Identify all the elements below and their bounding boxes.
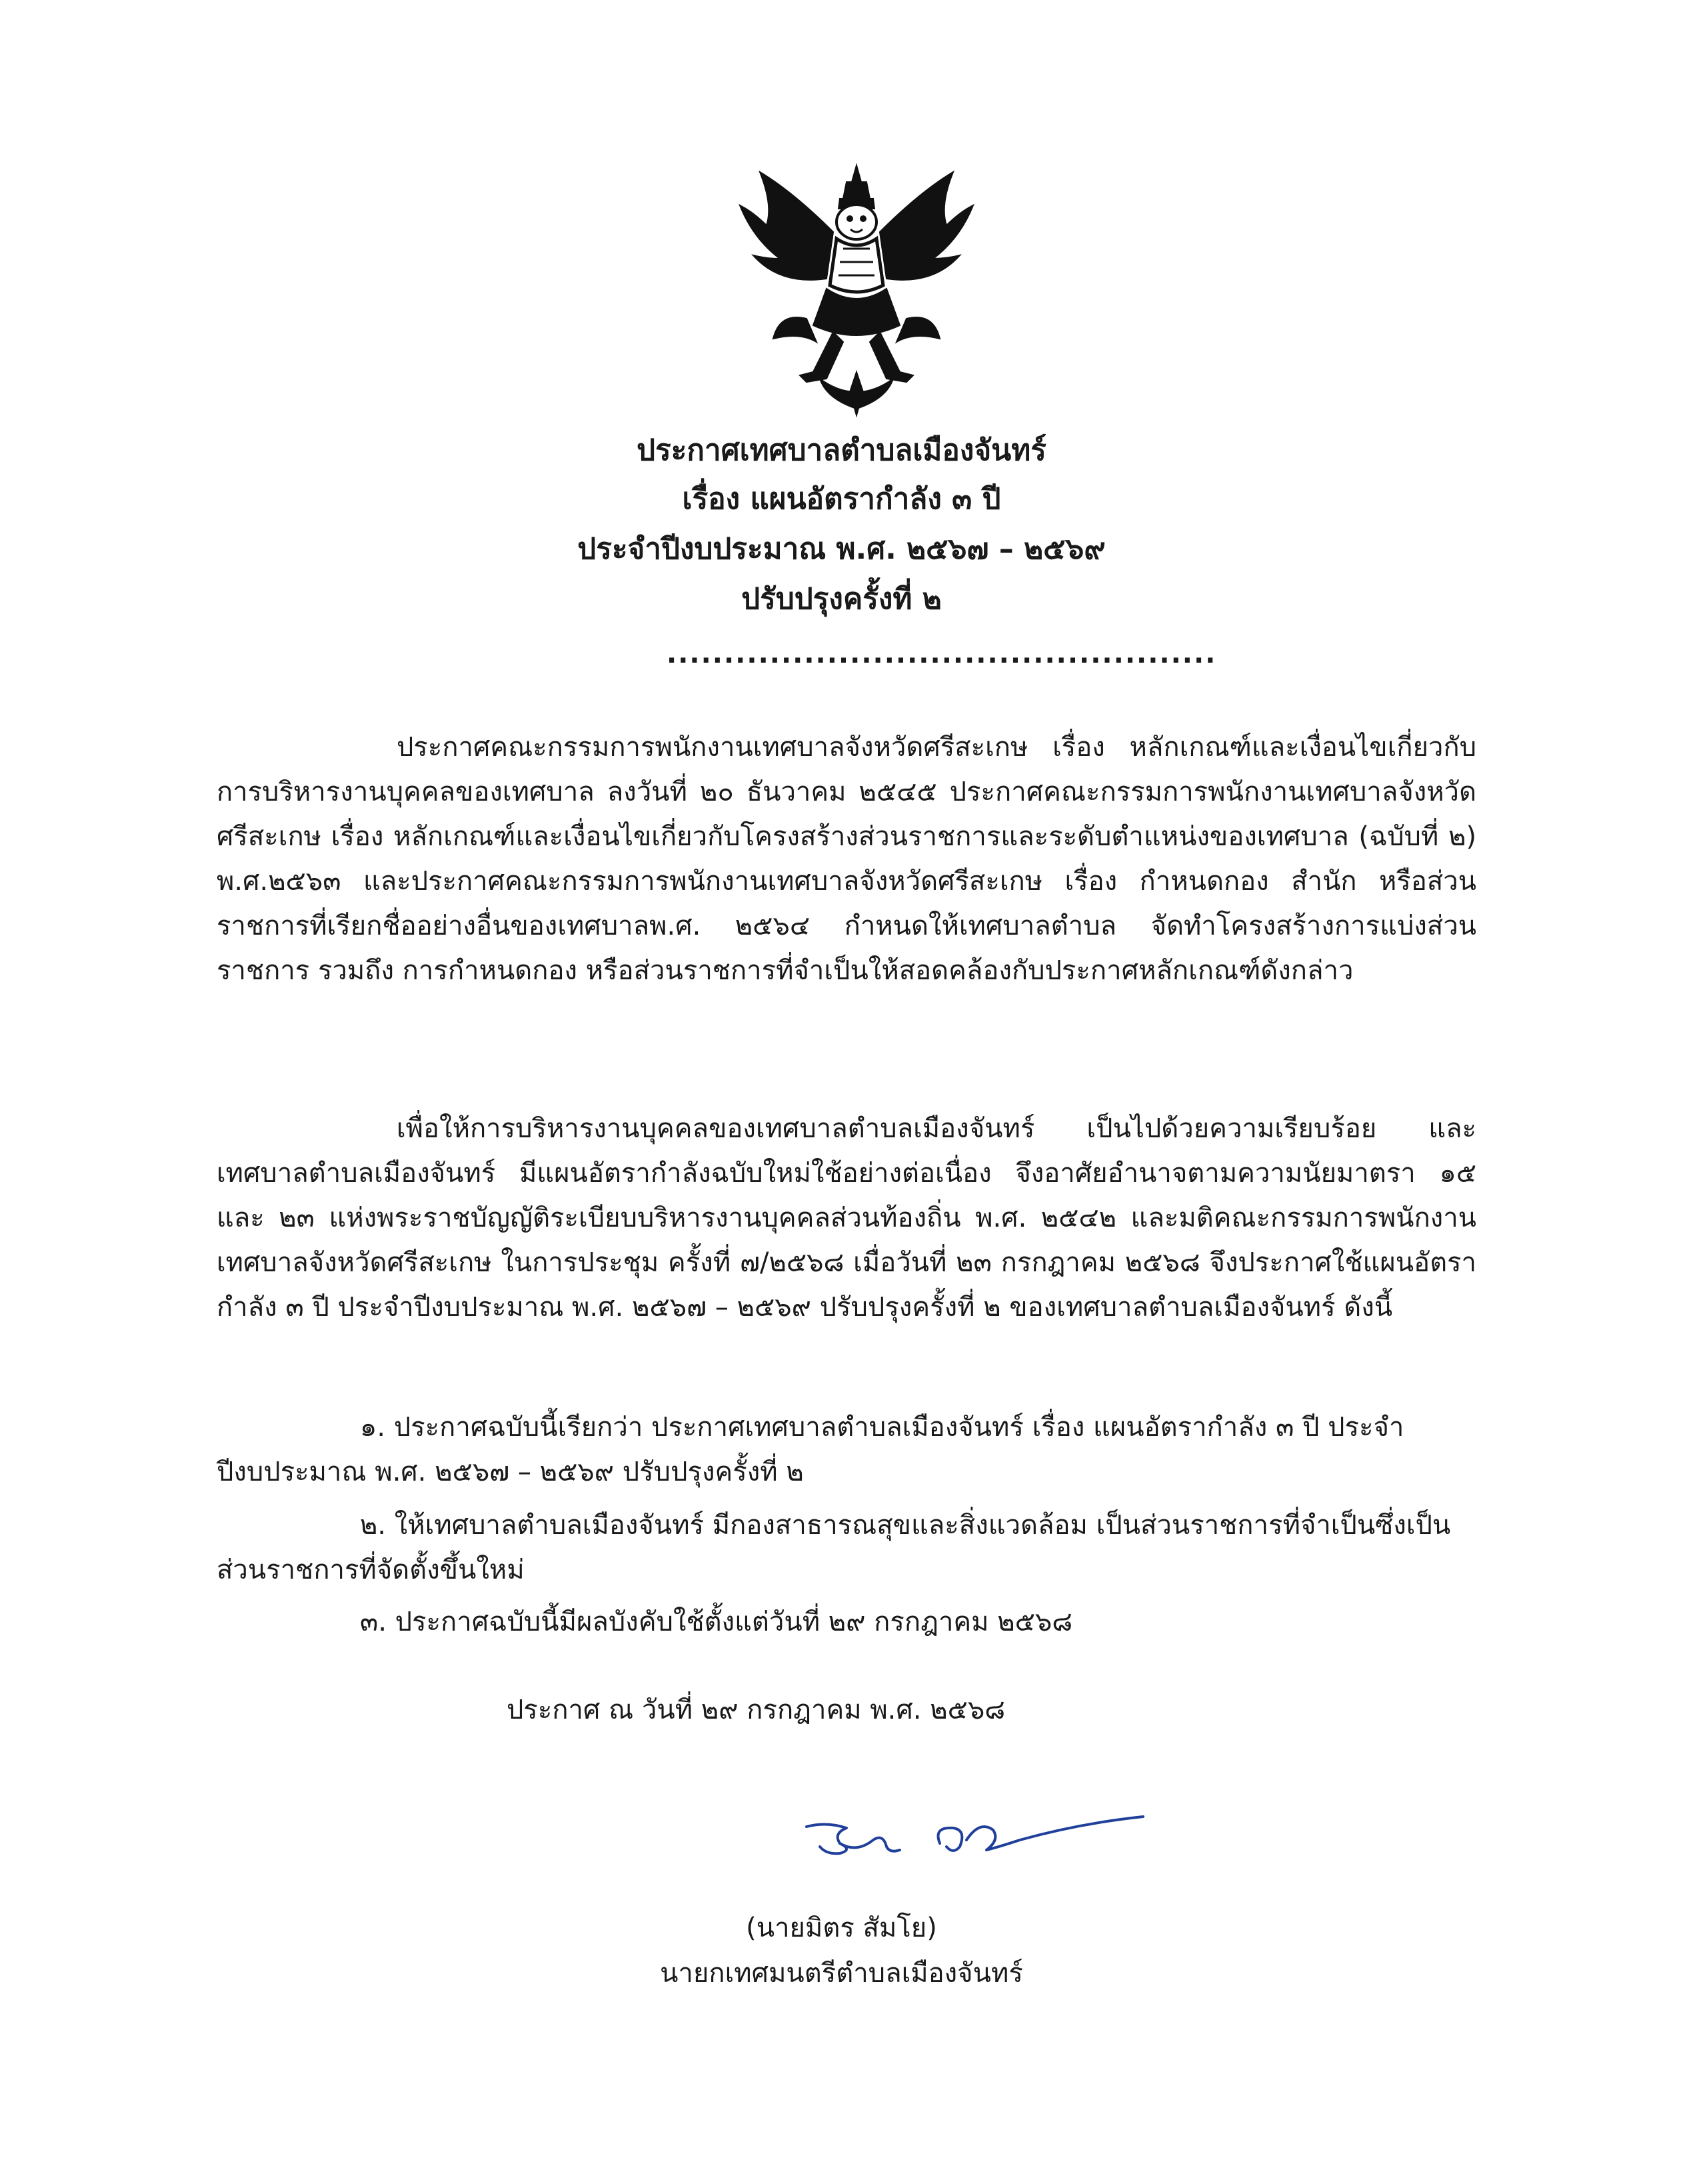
clause-1: [217, 1405, 1476, 1495]
paragraph-2-text: เพื่อให้การบริหารงานบุคคลของเทศบาลตำบลเมืองจันทร์ เป็นไปด้วยความเรียบร้อย และเทศบาลตำบลเมืองจันทร์ มีแผนอัตรากำลังฉบับใหม่ใช้อย่างต่อเนื่อง จึงอาศัยอำนาจตามความนัยมาตรา ๑๕ และ ๒๓ แห่งพระราชบัญญัติระเบียบบริหารงานบุคคลส่วนท้องถิ่น พ.ศ. ๒๕๔๒ และมติคณะกรรมการพนักงานเทศบาลจังหวัดศรีสะเกษ ในการประชุม ครั้งที่ ๗/๒๕๖๘ เมื่อวันที่ ๒๓ กรกฎาคม ๒๕๖๘ จึงประกาศใช้แผนอัตรากำลัง ๓ ปี ประจำปีงบประมาณ พ.ศ. ๒๕๖๗ – ๒๕๖๙ ปรับปรุงครั้งที่ ๒ ของเทศบาลตำบลเมืองจันทร์ ดังนี้: [217, 1113, 1476, 1323]
title-line-3: ประจำปีงบประมาณ พ.ศ. ๒๕๖๗ – ๒๕๖๙: [577, 532, 1106, 566]
title-line-1: ประกาศเทศบาลตำบลเมืองจันทร์: [637, 433, 1046, 467]
clause-2: [217, 1503, 1476, 1593]
paragraph-1: [217, 725, 1476, 993]
title-line-4: ปรับปรุงครั้งที่ ๒: [741, 582, 942, 616]
signer-name: (นายมิตร สัมโย): [746, 1913, 937, 1943]
clause-2-text: ๒. ให้เทศบาลตำบลเมืองจันทร์ มีกองสาธารณสุขและสิ่งแวดล้อม เป็นส่วนราชการที่จำเป็นซึ่งเป็นส่วนราชการที่จัดตั้งขึ้นใหม่: [217, 1510, 1451, 1585]
paragraph-1-text: ประกาศคณะกรรมการพนักงานเทศบาลจังหวัดศรีสะเกษ เรื่อง หลักเกณฑ์และเงื่อนไขเกี่ยวกับการบริหารงานบุคคลของเทศบาล ลงวันที่ ๒๐ ธันวาคม ๒๕๔๕ ประกาศคณะกรรมการพนักงานเทศบาลจังหวัดศรีสะเกษ เรื่อง หลักเกณฑ์และเงื่อนไขเกี่ยวกับโครงสร้างส่วนราชการและระดับตำแหน่งของเทศบาล (ฉบับที่ ๒) พ.ศ.๒๕๖๓ และประกาศคณะกรรมการพนักงานเทศบาลจังหวัดศรีสะเกษ เรื่อง กำหนดกอง สำนัก หรือส่วนราชการที่เรียกชื่ออย่างอื่นของเทศบาลพ.ศ. ๒๕๖๔ กำหนดให้เทศบาลตำบล จัดทำโครงสร้างการแบ่งส่วนราชการ รวมถึง การกำหนดกอง หรือส่วนราชการที่จำเป็นให้สอดคล้องกับประกาศหลักเกณฑ์ดังกล่าว: [217, 732, 1476, 986]
handwritten-signature: [800, 1813, 1146, 1880]
clause-3: [217, 1600, 1476, 1645]
garuda-emblem-icon: [733, 152, 980, 419]
clause-3-text: ๓. ประกาศฉบับนี้มีผลบังคับใช้ตั้งแต่วันที่ ๒๙ กรกฎาคม ๒๕๖๘: [360, 1607, 1073, 1637]
title-line-2: เรื่อง แผนอัตรากำลัง ๓ ปี: [682, 482, 1001, 516]
clause-1-text: ๑. ประกาศฉบับนี้เรียกว่า ประกาศเทศบาลตำบลเมืองจันทร์ เรื่อง แผนอัตรากำลัง ๓ ปี ประจำปีงบประมาณ พ.ศ. ๒๕๖๗ – ๒๕๖๙ ปรับปรุงครั้งที่ ๒: [217, 1412, 1404, 1487]
announce-date: ประกาศ ณ วันที่ ๒๙ กรกฎาคม พ.ศ. ๒๕๖๘: [507, 1695, 1006, 1725]
paragraph-2: [217, 1107, 1476, 1330]
separator-dots: ................................................: [667, 639, 1217, 669]
signer-position: นายกเทศมนตรีตำบลเมืองจันทร์: [660, 1958, 1023, 1989]
